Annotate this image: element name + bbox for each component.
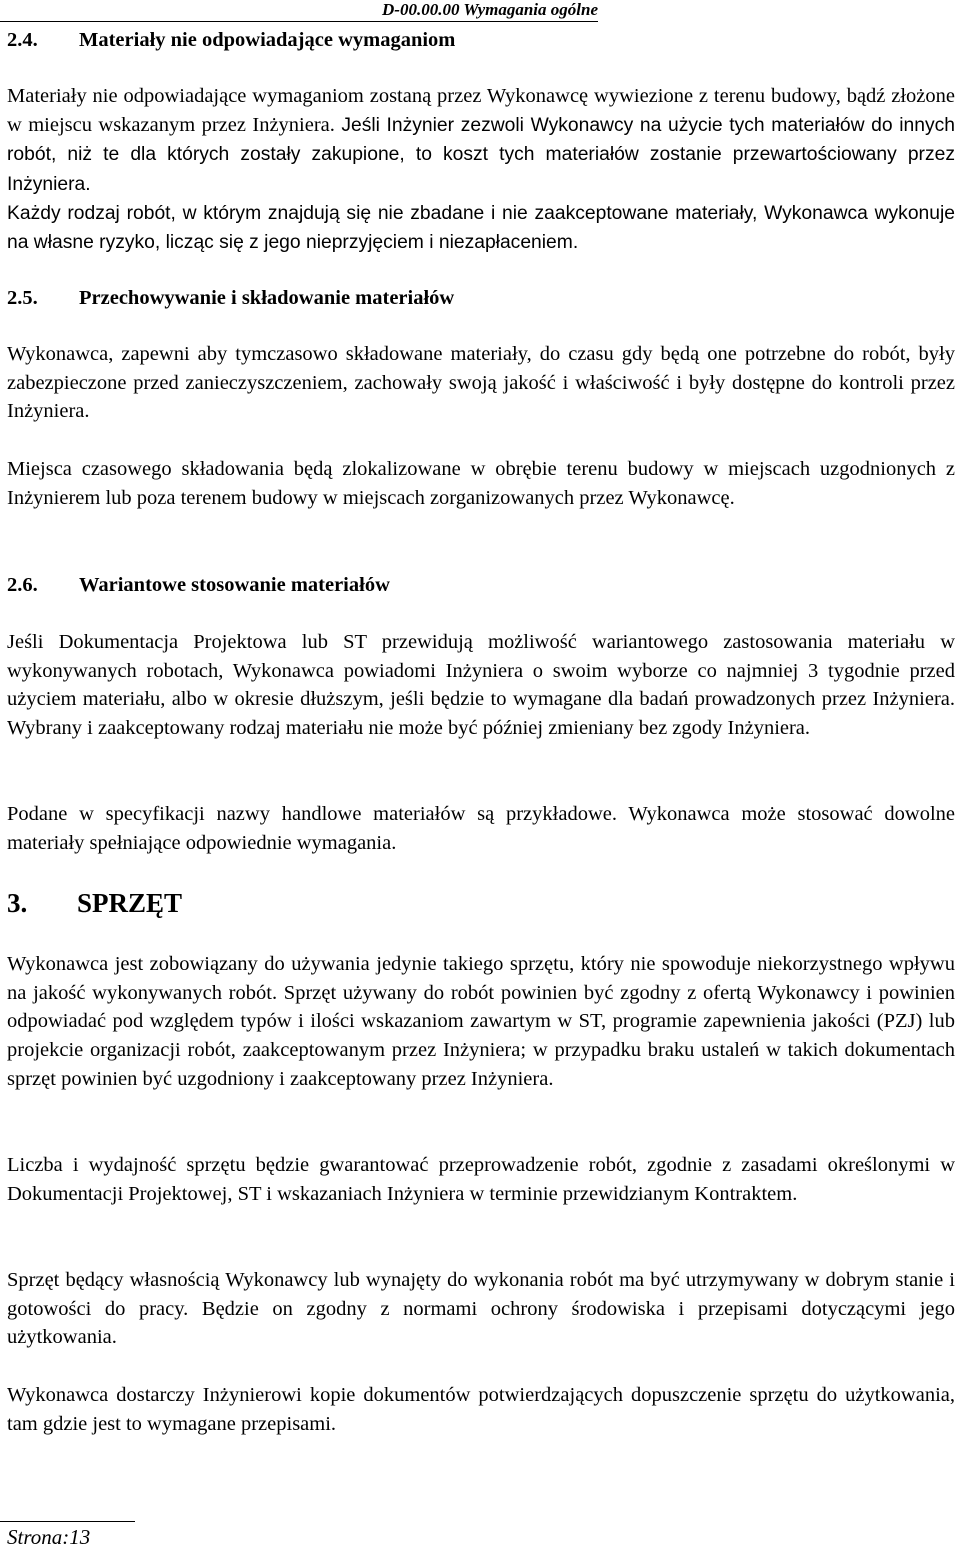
section-3-body-3	[7, 1266, 955, 1352]
section-2-5	[7, 284, 955, 312]
document-code: D-00.00.00 Wymagania ogólne	[382, 0, 598, 19]
paragraph: Każdy rodzaj robót, w którym znajdują się nie zbadane i nie zaakceptowane materiały, Wykonawca wykonuje na własne ryzyko, licząc się z jego nieprzyjęciem i niezapłaceniem.	[7, 202, 955, 253]
section-3-body-2	[7, 1151, 955, 1208]
footer-rule	[0, 1521, 135, 1522]
paragraph: Wykonawca jest zobowiązany do używania jedynie takiego sprzętu, który nie spowoduje niekorzystnego wpływu na jakość wykonywanych robót. Sprzęt używany do robót powinien być zgodny z ofertą Wykonawcy i powinien odpowiadać pod względem typów i ilości wskazaniom zawartym w ST, programie zapewnienia jakości (PZJ) lub projekcie organizacji robót, zaakceptowanym przez Inżyniera; w przypadku braku ustaleń w takich dokumentach sprzęt powinien być uzgodniony i zaakceptowany przez Inżyniera.	[7, 953, 955, 1090]
paragraph-text: Materiały nie odpowiadające wymaganiom zostaną przez Wykonawcę wywiezione z terenu budowy, bądź złożone w miejscu wskazanym przez Inżyniera.	[7, 85, 955, 136]
section-title: Wariantowe stosowanie materiałów	[79, 574, 390, 596]
section-heading	[7, 571, 955, 599]
section-2-5-body-2	[7, 455, 955, 512]
paragraph	[7, 82, 955, 200]
section-number: 3.	[7, 888, 28, 918]
page-number: Strona:13	[7, 1525, 91, 1549]
section-heading	[7, 26, 955, 54]
section-title: Materiały nie odpowiadające wymaganiom	[79, 29, 456, 51]
paragraph: Wykonawca, zapewni aby tymczasowo składowane materiały, do czasu gdy będą one potrzebne do robót, były zabezpieczone przed zanieczyszczeniem, zachowały swoją jakość i właściwość i były dostępne do kontroli przez Inżyniera.	[7, 343, 955, 423]
section-3-body-4	[7, 1381, 955, 1438]
section-heading	[7, 284, 955, 312]
section-number: 2.6.	[7, 574, 38, 596]
section-2-4-body	[7, 82, 955, 257]
paragraph: Jeśli Dokumentacja Projektowa lub ST przewidują możliwość wariantowego zastosowania materiału w wykonywanych robotach, Wykonawca powiadomi Inżyniera o swoim wyborze co najmniej 3 tygodnie przed użyciem materiału, albo w okresie dłuższym, jeśli będzie to wymagane dla badań prowadzonych przez Inżyniera. Wybrany i zaakceptowany rodzaj materiału nie może być później zmieniany bez zgody Inżyniera.	[7, 631, 955, 740]
section-2-5-body	[7, 340, 955, 426]
paragraph: Miejsca czasowego składowania będą zlokalizowane w obrębie terenu budowy w miejscach uzgodnionych z Inżynierem lub poza terenem budowy w miejscach zorganizowanych przez Wykonawcę.	[7, 458, 955, 509]
section-3	[7, 886, 955, 920]
section-number: 2.4.	[7, 29, 38, 51]
section-2-6	[7, 571, 955, 599]
section-3-body	[7, 950, 955, 1094]
paragraph: Liczba i wydajność sprzętu będzie gwarantować przeprowadzenie robót, zgodnie z zasadami określonymi w Dokumentacji Projektowej, ST i wskazaniach Inżyniera w terminie przewidzianym Kontraktem.	[7, 1154, 955, 1205]
section-2-4	[7, 26, 955, 54]
section-title: SPRZĘT	[77, 888, 183, 918]
section-title: Przechowywanie i składowanie materiałów	[79, 287, 455, 309]
header-rule	[0, 21, 598, 22]
paragraph: Sprzęt będący własnością Wykonawcy lub wynajęty do wykonania robót ma być utrzymywany w dobrym stanie i gotowości do pracy. Będzie on zgodny z normami ochrony środowiska i przepisami dotyczącymi jego użytkowania.	[7, 1269, 955, 1349]
paragraph: Wykonawca dostarczy Inżynierowi kopie dokumentów potwierdzających dopuszczenie sprzętu do użytkowania, tam gdzie jest to wymagane przepisami.	[7, 1384, 955, 1435]
section-number: 2.5.	[7, 287, 38, 309]
section-heading	[7, 886, 955, 920]
paragraph-text: Jeśli Inżynier zezwoli Wykonawcy na użycie tych materiałów do innych robót, niż te dla których zostały zakupione, to koszt tych materiałów zostanie przewartościowany przez Inżyniera.	[7, 114, 955, 196]
paragraph: Podane w specyfikacji nazwy handlowe materiałów są przykładowe. Wykonawca może stosować dowolne materiały spełniające odpowiednie wymagania.	[7, 803, 955, 854]
section-2-6-body	[7, 628, 955, 743]
section-2-6-body-2	[7, 800, 955, 857]
